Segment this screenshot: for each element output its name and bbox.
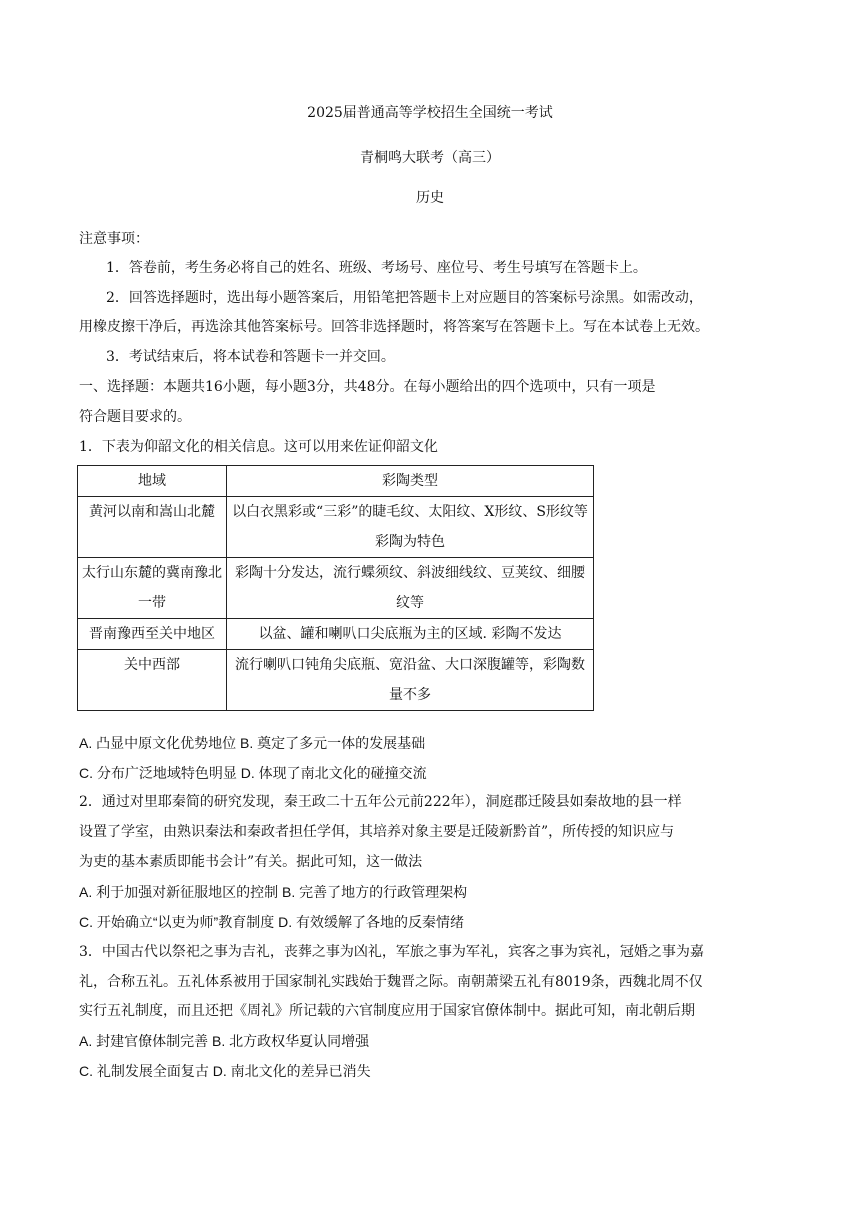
table-row [78,650,594,711]
exam-title: 2025届普通高等学校招生全国统一考试 [307,105,553,121]
table-cell: 流行喇叭口钝角尖底瓶、宽沿盆、大口深腹罐等，彩陶数量不多 [227,650,594,711]
notice-item: 用橡皮擦干净后，再选涂其他答案标号。回答非选择题时，将答案写在答题卡上。写在本试卷上无效。 [79,319,709,335]
section-title-cont: 符合题目要求的。 [79,409,191,425]
q2-stem: 设置了学室，由熟识秦法和秦政者担任学佴，其培养对象主要是迁陵新黔首”，所传授的知识应与 [79,824,675,840]
table-cell: 太行山东麓的冀南豫北一带 [78,558,227,619]
table-header: 地域 [78,466,227,497]
table-cell: 以白衣黑彩或“三彩”的睫毛纹、太阳纹、X形纹、S形纹等彩陶为特色 [227,497,594,558]
q3-options: A. 封建官僚体制完善 B. 北方政权华夏认同增强 [79,1033,370,1049]
table-header-row [78,466,594,497]
table-row [78,558,594,619]
table-header: 彩陶类型 [227,466,594,497]
q3-stem: 3．中国古代以祭祀之事为吉礼，丧葬之事为凶礼，军旅之事为军礼，宾客之事为宾礼，冠婚之事为嘉 [79,944,704,960]
subject-title: 历史 [416,190,444,206]
q1-options: C. 分布广泛地域特色明显 D. 体现了南北文化的碰撞交流 [79,765,427,781]
q2-stem: 2．通过对里耶秦简的研究发现，秦王政二十五年公元前222年），洞庭郡迁陵县如秦故地的县一样 [79,794,682,810]
notice-item: 3．考试结束后，将本试卷和答题卡一并交回。 [106,349,395,365]
q3-stem: 礼，合称五礼。五礼体系被用于国家制礼实践始于魏晋之际。南朝萧梁五礼有8019条，西魏北周不仅 [79,974,703,990]
table-cell: 彩陶十分发达，流行蝶须纹、斜波细线纹、豆荚纹、细腰纹等 [227,558,594,619]
table-row [78,619,594,650]
notice-item: 2．回答选择题时，选出每小题答案后，用铅笔把答题卡上对应题目的答案标号涂黑。如需改动， [106,290,703,306]
table-cell: 黄河以南和嵩山北麓 [78,497,227,558]
q1-stem: 1．下表为仰韶文化的相关信息。这可以用来佐证仰韶文化 [79,439,438,455]
table-cell: 以盆、罐和喇叭口尖底瓶为主的区域. 彩陶不发达 [227,619,594,650]
q1-table [77,465,594,711]
q2-stem: 为吏的基本素质即能书会计”有关。据此可知，这一做法 [79,854,423,870]
q2-options: C. 开始确立“以吏为师”教育制度 D. 有效缓解了各地的反秦情绪 [79,914,464,930]
q3-stem: 实行五礼制度，而且还把《周礼》所记载的六官制度应用于国家官僚体制中。据此可知，南北朝后期 [79,1003,695,1019]
notice-item: 1．答卷前，考生务必将自己的姓名、班级、考场号、座位号、考生号填写在答题卡上。 [106,260,647,276]
table-row [78,497,594,558]
exam-name: 青桐鸣大联考（高三） [360,150,500,166]
table-cell: 晋南豫西至关中地区 [78,619,227,650]
section-title: 一、选择题：本题共16小题，每小题3分，共48分。在每小题给出的四个选项中，只有一项是 [79,379,656,395]
notice-heading: 注意事项： [79,231,149,247]
table-cell: 关中西部 [78,650,227,711]
q2-options: A. 利于加强对新征服地区的控制 B. 完善了地方的行政管理架构 [79,884,468,900]
q3-options: C. 礼制发展全面复古 D. 南北文化的差异已消失 [79,1063,371,1079]
q1-options: A. 凸显中原文化优势地位 B. 奠定了多元一体的发展基础 [79,735,426,751]
